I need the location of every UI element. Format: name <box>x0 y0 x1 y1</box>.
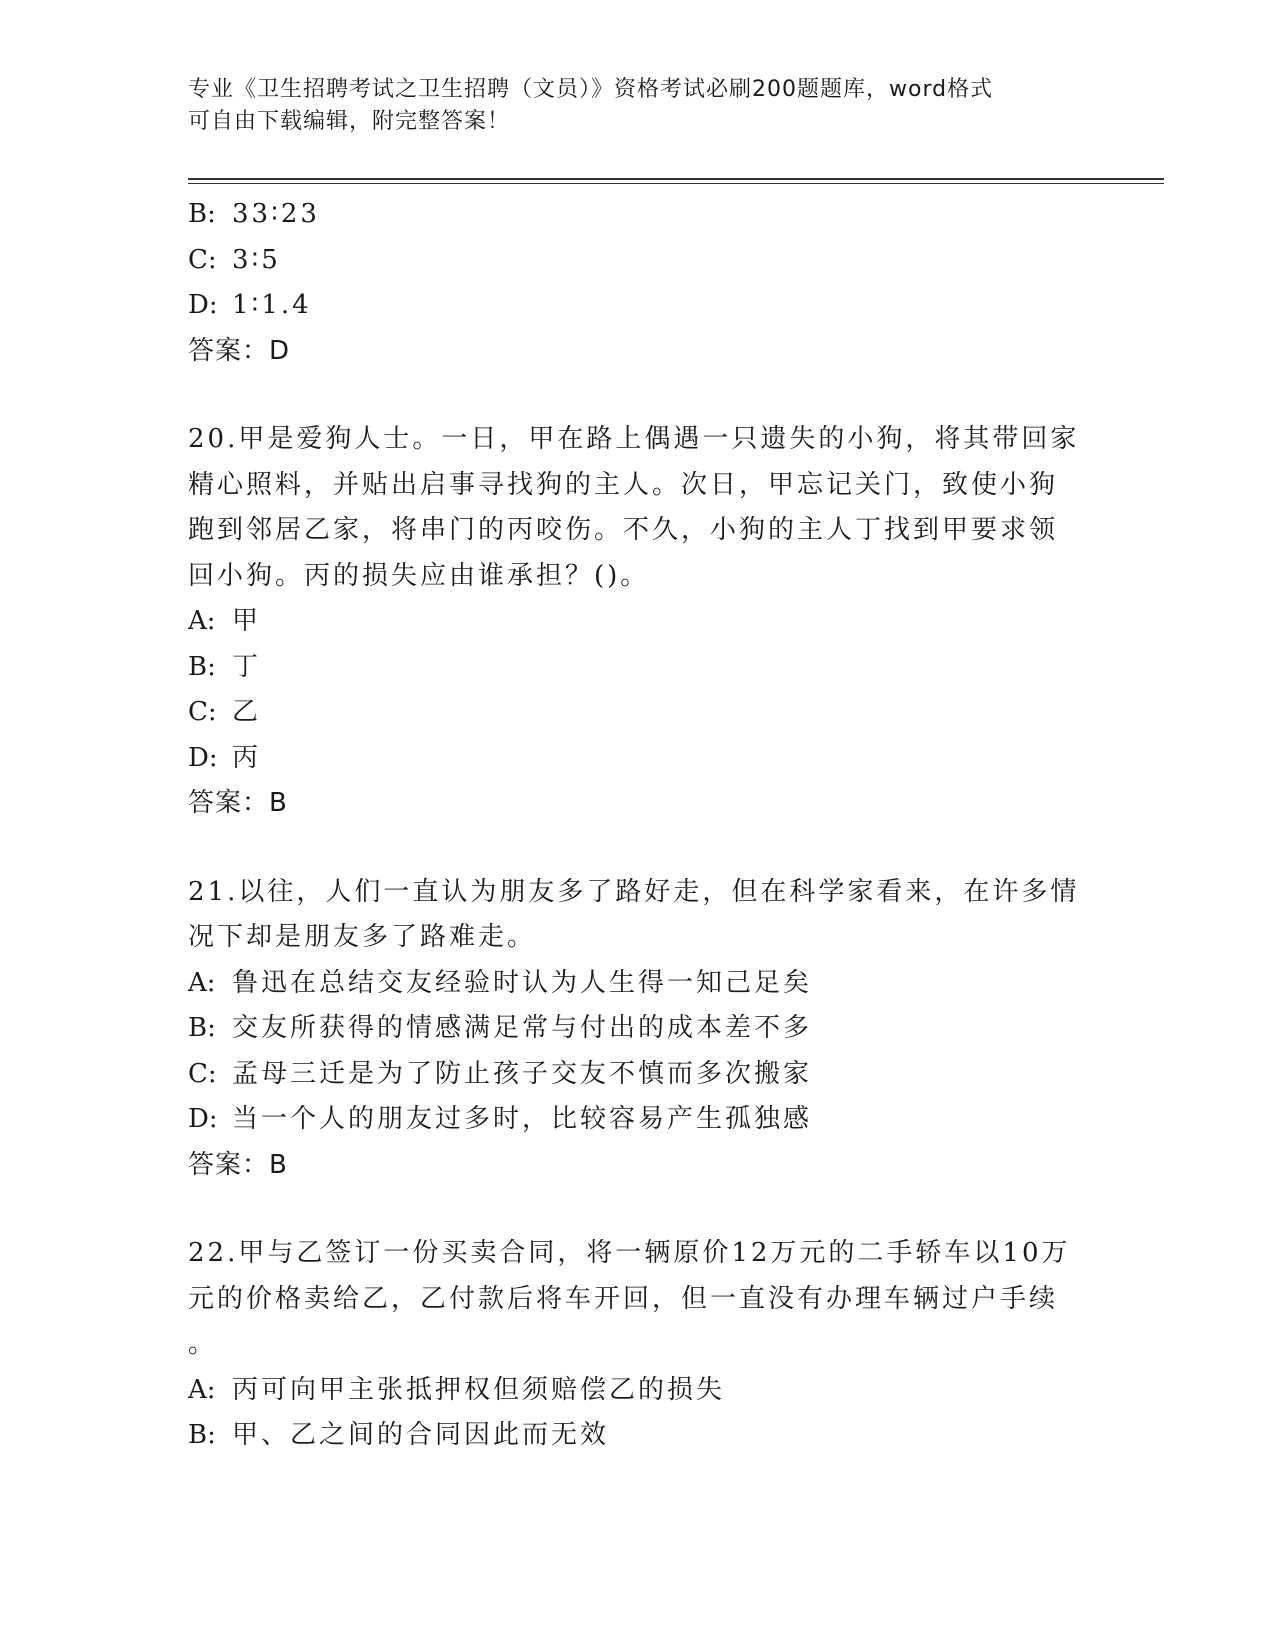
spacer <box>188 827 1088 870</box>
option-item <box>188 645 1088 691</box>
question-19 <box>188 192 1088 374</box>
option-item <box>188 961 1088 1007</box>
answer-line: 答案：D <box>188 335 291 366</box>
question-text-line: 21.以往，人们一直认为朋友多了路好走，但在科学家看来，在许多情 <box>188 876 1080 907</box>
question-text-line: 跑到邻居乙家，将串门的丙咬伤。不久，小狗的主人丁找到甲要求领 <box>188 515 1059 545</box>
page-header <box>188 74 1088 138</box>
option-item <box>188 599 1088 645</box>
option-key: A: <box>188 967 216 998</box>
question-text-line: 元的价格卖给乙，乙付款后将车开回，但一直没有办理车辆过户手续 <box>188 1283 1059 1314</box>
question-text-line: 22.甲与乙签订一份买卖合同，将一辆原价12万元的二手轿车以10万 <box>188 1238 1071 1268</box>
option-key: C: <box>188 697 217 727</box>
option-key: B: <box>188 1420 216 1450</box>
question-text-line: 回小狗。丙的损失应由谁承担？()。 <box>188 560 650 591</box>
option-key: A: <box>188 1374 216 1405</box>
option-text: 当一个人的朋友过多时，比较容易产生孤独感 <box>232 1104 813 1134</box>
option-key: B: <box>188 651 216 682</box>
option-text: 丁 <box>232 651 262 682</box>
option-item <box>188 1052 1088 1098</box>
answer-line: 答案：B <box>188 1149 288 1180</box>
option-item <box>188 192 1088 238</box>
option-text: 孟母三迁是为了防止孩子交友不慎而多次搬家 <box>232 1058 813 1089</box>
option-item <box>188 736 1088 782</box>
question-20 <box>188 417 1088 827</box>
question-text-line: 况下却是朋友多了路难走。 <box>188 922 537 952</box>
header-line-1: 专业《卫生招聘考试之卫生招聘（文员）》资格考试必刷200题题库，word格式 <box>188 77 994 102</box>
option-item <box>188 238 1088 284</box>
option-text: 丙可向甲主张抵押权但须赔偿乙的损失 <box>232 1374 726 1405</box>
question-text-line: 。 <box>188 1329 218 1359</box>
option-text: 丙 <box>232 742 262 773</box>
option-text: 3∶5 <box>232 244 281 275</box>
option-key: D: <box>188 1104 218 1134</box>
question-text-line: 精心照料，并贴出启事寻找狗的主人。次日，甲忘记关门，致使小狗 <box>188 469 1059 500</box>
header-divider <box>188 178 1164 184</box>
option-key: C: <box>188 244 217 275</box>
option-item <box>188 283 1088 329</box>
question-22 <box>188 1231 1088 1459</box>
option-text: 甲 <box>232 606 262 636</box>
option-text: 交友所获得的情感满足常与付出的成本差不多 <box>232 1013 813 1043</box>
question-text-line: 20.甲是爱狗人士。一日，甲在路上偶遇一只遗失的小狗，将其带回家 <box>188 424 1080 454</box>
spacer <box>188 374 1088 417</box>
header-line-2: 可自由下载编辑，附完整答案！ <box>188 109 511 134</box>
option-item <box>188 1368 1088 1414</box>
option-item <box>188 1413 1088 1459</box>
option-key: B: <box>188 199 216 229</box>
question-21 <box>188 870 1088 1189</box>
answer-line: 答案：B <box>188 788 288 818</box>
option-item <box>188 1097 1088 1143</box>
option-key: D: <box>188 742 218 773</box>
option-item <box>188 690 1088 736</box>
option-key: B: <box>188 1013 216 1043</box>
option-text: 1∶1.4 <box>232 290 312 320</box>
option-key: A: <box>188 606 216 636</box>
spacer <box>188 1188 1088 1231</box>
option-text: 甲、乙之间的合同因此而无效 <box>232 1420 610 1450</box>
option-text: 33∶23 <box>232 199 320 229</box>
option-key: D: <box>188 290 218 320</box>
option-text: 鲁迅在总结交友经验时认为人生得一知己足矣 <box>232 967 813 998</box>
option-key: C: <box>188 1058 217 1089</box>
option-item <box>188 1006 1088 1052</box>
option-text: 乙 <box>232 697 262 727</box>
question-list <box>188 192 1088 1459</box>
